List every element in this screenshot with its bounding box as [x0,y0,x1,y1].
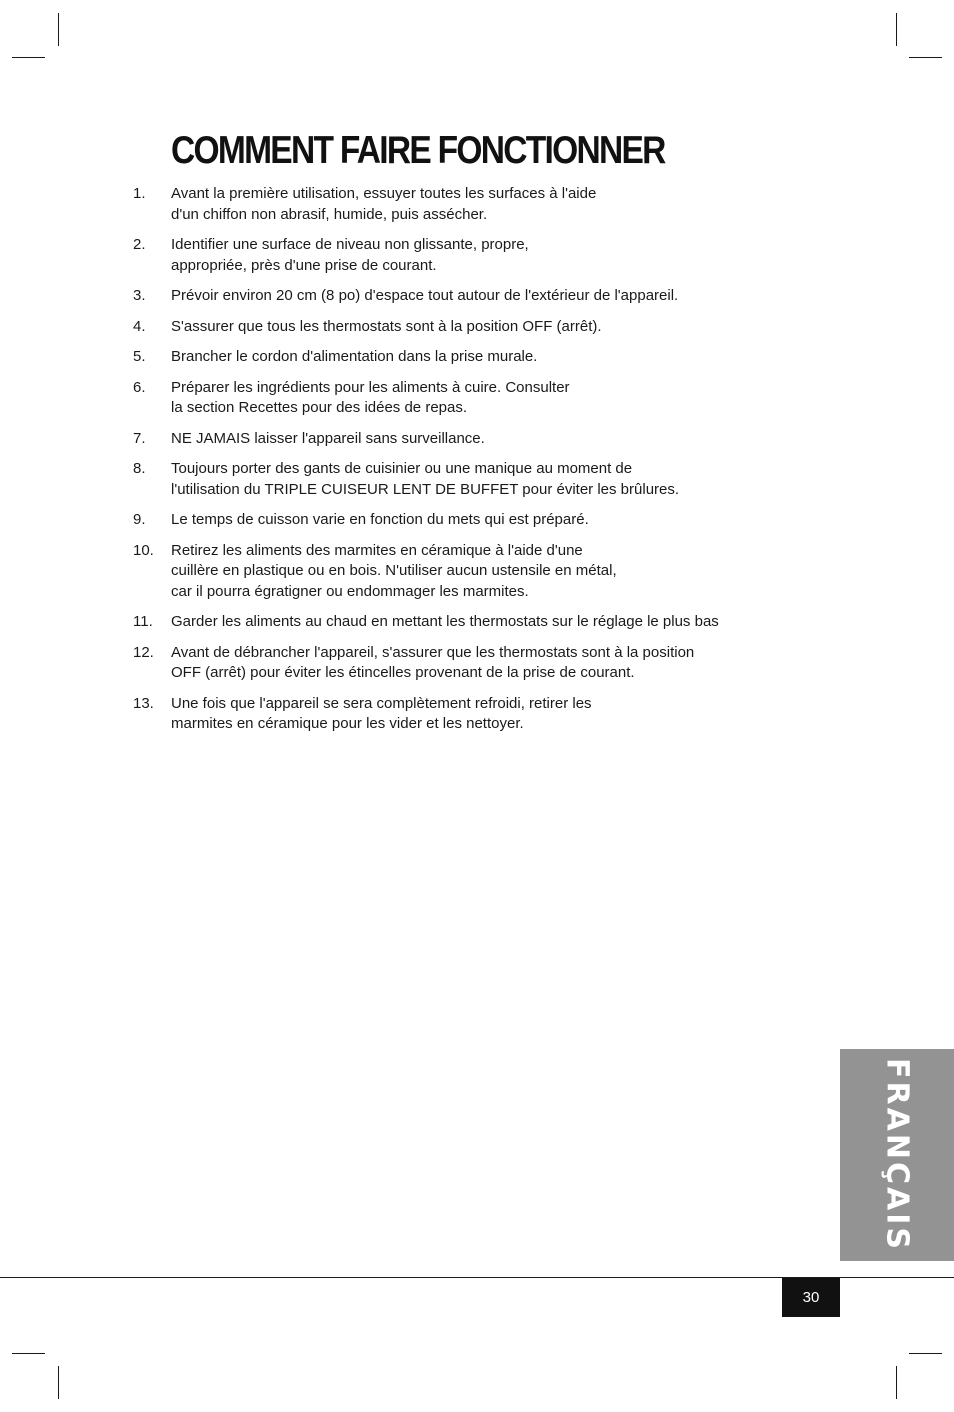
instruction-step [133,541,773,603]
step-text: Le temps de cuisson varie en fonction du mets qui est préparé. [171,511,589,528]
step-text: Une fois que l'appareil se sera complètement refroidi, retirer les marmites en céramique pour les vider et les nettoyer. [171,694,592,732]
step-text: Préparer les ingrédients pour les aliments à cuire. Consulter la section Recettes pour des idées de repas. [171,378,570,416]
language-tab [840,1049,954,1261]
step-number: 9. [133,511,146,528]
step-text: Avant de débrancher l'appareil, s'assurer que les thermostats sont à la position OFF (arrêt) pour éviter les étincelles provenant de la prise de courant. [171,643,695,681]
instruction-step [133,184,773,225]
step-number: 3. [133,287,146,304]
crop-mark [896,13,897,46]
crop-mark [896,1366,897,1399]
step-text: NE JAMAIS laisser l'appareil sans surveillance. [171,429,485,447]
step-text: Garder les aliments au chaud en mettant les thermostats sur le réglage le plus bas [171,613,719,630]
step-number: 2. [133,236,146,253]
instruction-step [133,459,773,500]
step-text: Retirez les aliments des marmites en céramique à l'aide d'une cuillère en plastique ou en bois. N'utiliser aucun ustensile en métal, car il pourra égratigner ou endommager les marmites. [171,541,617,600]
instruction-step [133,429,773,450]
page-title: COMMENT FAIRE FONCTIONNER [171,129,665,172]
step-number: 1. [133,185,146,202]
step-number: 6. [133,378,146,396]
instruction-step [133,347,773,368]
step-number: 11. [133,613,153,630]
crop-mark [909,57,942,58]
step-number: 12. [133,643,154,661]
step-text: Toujours porter des gants de cuisinier ou une manique au moment de l'utilisation du TRIPLE CUISEUR LENT DE BUFFET pour éviter les brûlures. [171,460,680,498]
instruction-step [133,378,773,419]
step-text: Avant la première utilisation, essuyer toutes les surfaces à l'aide d'un chiffon non abrasif, humide, puis assécher. [171,185,597,223]
step-text: Brancher le cordon d'alimentation dans la prise murale. [171,348,538,365]
instruction-step [133,694,773,735]
step-number: 4. [133,317,146,335]
instruction-step [133,612,773,633]
crop-mark [58,1366,59,1399]
step-text: Identifier une surface de niveau non glissante, propre, appropriée, près d'une prise de courant. [171,236,529,274]
instruction-step [133,317,773,338]
step-number: 13. [133,694,154,712]
instruction-step [133,510,773,531]
crop-mark [12,1353,45,1354]
language-tab-label: FRANÇAIS [879,1058,915,1252]
step-number: 10. [133,541,154,559]
crop-mark [12,57,45,58]
instruction-step [133,235,773,276]
instruction-step [133,286,773,307]
step-number: 5. [133,348,146,365]
step-text: S'assurer que tous les thermostats sont à la position OFF (arrêt). [171,317,602,335]
page-number: 30 [782,1278,840,1317]
step-text: Prévoir environ 20 cm (8 po) d'espace tout autour de l'extérieur de l'appareil. [171,287,679,304]
step-number: 8. [133,460,146,477]
instruction-step [133,643,773,684]
crop-mark [58,13,59,46]
crop-mark [909,1353,942,1354]
step-number: 7. [133,429,146,447]
instruction-list [133,184,773,745]
